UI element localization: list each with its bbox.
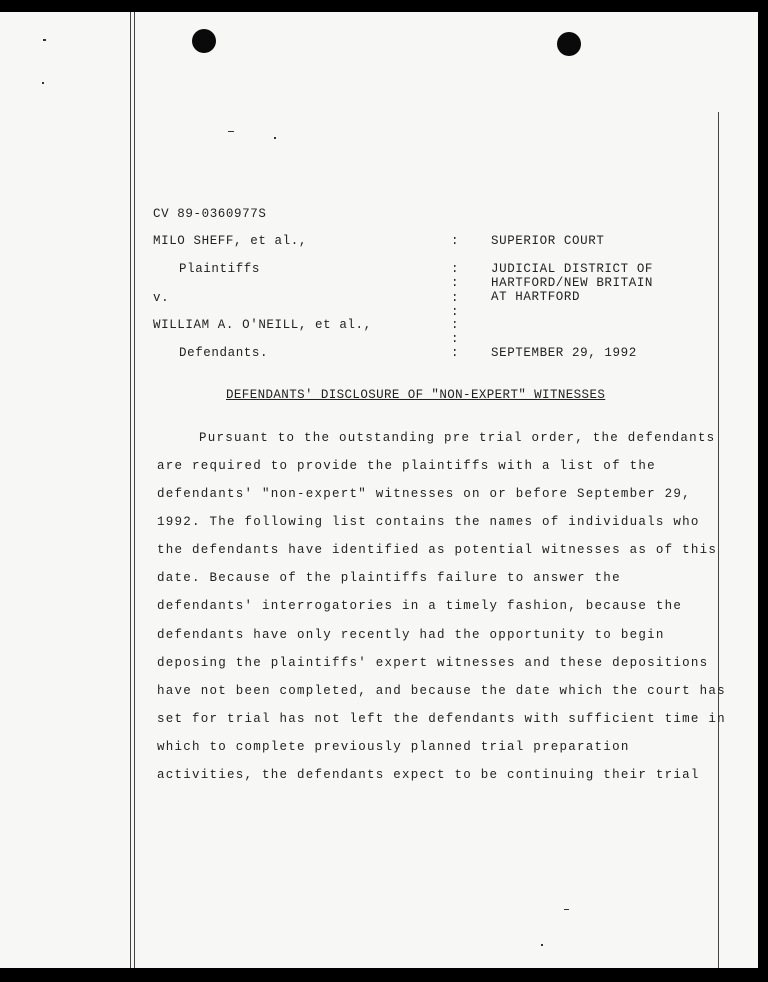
body-line: the defendants have identified as potential witnesses as of this [157, 543, 718, 557]
margin-line-left-inner [134, 12, 135, 968]
body-line: have not been completed, and because the date which the court has [157, 684, 726, 698]
defendant-name: WILLIAM A. O'NEILL, et al., [153, 318, 372, 332]
body-line: defendants' "non-expert" witnesses on or before September 29, [157, 487, 691, 501]
document-title: DEFENDANTS' DISCLOSURE OF "NON-EXPERT" WITNESSES [226, 388, 606, 402]
district-line-3: AT HARTFORD [491, 290, 581, 304]
caption-separator: : [451, 305, 460, 319]
margin-line-right [718, 112, 719, 968]
document-page [0, 12, 758, 968]
caption-separator: : [451, 234, 460, 248]
caption-separator: : [451, 318, 460, 332]
district-line-2: HARTFORD/NEW BRITAIN [491, 276, 654, 290]
binder-hole-right [557, 32, 581, 56]
scan-speck [42, 82, 44, 84]
binder-hole-left [192, 29, 216, 53]
body-line: date. Because of the plaintiffs failure to answer the [157, 571, 621, 585]
caption-separator: : [451, 276, 460, 290]
scan-speck [43, 39, 46, 41]
scan-speck [274, 137, 276, 139]
margin-line-left-outer [130, 12, 131, 968]
caption-separator: : [451, 346, 460, 360]
body-line: defendants' interrogatories in a timely fashion, because the [157, 599, 683, 613]
scan-speck [564, 909, 569, 910]
scan-speck [228, 131, 234, 132]
body-line: set for trial has not left the defendants with sufficient time in [157, 712, 726, 726]
defendant-role: Defendants. [179, 346, 269, 360]
versus: v. [153, 291, 170, 305]
scan-speck [541, 944, 543, 946]
plaintiff-name: MILO SHEFF, et al., [153, 234, 307, 248]
district-line-1: JUDICIAL DISTRICT OF [491, 262, 654, 276]
caption-separator: : [451, 332, 460, 346]
body-line: Pursuant to the outstanding pre trial order, the defendants [199, 431, 716, 445]
docket-number: CV 89-0360977S [153, 207, 267, 221]
body-line: deposing the plaintiffs' expert witnesses and these depositions [157, 656, 709, 670]
filing-date: SEPTEMBER 29, 1992 [491, 346, 637, 360]
court-name: SUPERIOR COURT [491, 234, 605, 248]
body-line: which to complete previously planned trial preparation [157, 740, 630, 754]
body-line: are required to provide the plaintiffs with a list of the [157, 459, 656, 473]
plaintiff-role: Plaintiffs [179, 262, 261, 276]
caption-separator: : [451, 291, 460, 305]
body-line: defendants have only recently had the opportunity to begin [157, 628, 665, 642]
body-line: 1992. The following list contains the names of individuals who [157, 515, 700, 529]
caption-separator: : [451, 262, 460, 276]
body-line: activities, the defendants expect to be continuing their trial [157, 768, 700, 782]
